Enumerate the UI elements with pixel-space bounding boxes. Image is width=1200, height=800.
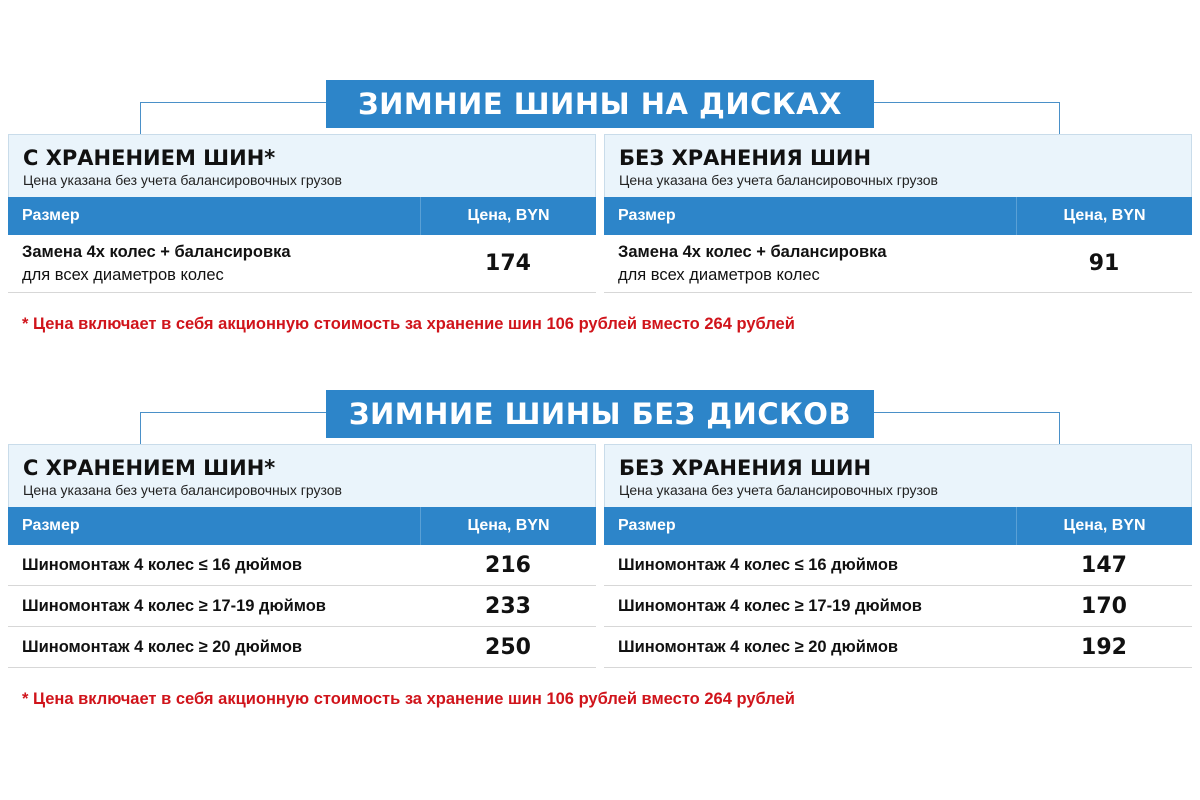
row-label: Шиномонтаж 4 колес ≥ 20 дюймов <box>22 637 303 656</box>
row-label: Шиномонтаж 4 колес ≥ 17-19 дюймов <box>22 596 326 615</box>
row-price: 192 <box>1081 634 1127 660</box>
bracket-right <box>874 412 1060 444</box>
column-header-size: Размер <box>22 207 80 224</box>
table-row <box>8 586 596 627</box>
row-label: Замена 4х колес + балансировка <box>22 242 291 261</box>
column-header-price: Цена, BYN <box>1016 507 1192 545</box>
panel-title: С ХРАНЕНИЕМ ШИН* <box>23 146 276 170</box>
table-row <box>604 627 1192 668</box>
column-header-size: Размер <box>618 207 676 224</box>
panel-header <box>604 444 1192 507</box>
panel-header <box>8 444 596 507</box>
table-row <box>8 627 596 668</box>
price-panel-without-storage <box>604 134 1192 293</box>
row-sublabel: для всех диаметров колес <box>618 265 820 284</box>
footnote: * Цена включает в себя акционную стоимость за хранение шин 106 рублей вместо 264 рублей <box>22 690 795 708</box>
panel-header <box>604 134 1192 197</box>
row-sublabel: для всех диаметров колес <box>22 265 224 284</box>
price-panel-without-storage <box>604 444 1192 668</box>
row-label: Замена 4х колес + балансировка <box>618 242 887 261</box>
table-header <box>8 197 596 235</box>
row-price: 174 <box>485 251 531 276</box>
row-description <box>604 241 1016 287</box>
row-price: 147 <box>1081 552 1127 578</box>
table-row <box>604 545 1192 586</box>
panel-title: БЕЗ ХРАНЕНИЯ ШИН <box>619 146 872 170</box>
table-header <box>604 197 1192 235</box>
table-row <box>604 586 1192 627</box>
row-label: Шиномонтаж 4 колес ≤ 16 дюймов <box>618 555 899 574</box>
column-header-price: Цена, BYN <box>420 507 596 545</box>
row-label: Шиномонтаж 4 колес ≤ 16 дюймов <box>22 555 303 574</box>
price-panel-with-storage <box>8 134 596 293</box>
row-label: Шиномонтаж 4 колес ≥ 17-19 дюймов <box>618 596 922 615</box>
section-banner: ЗИМНИЕ ШИНЫ НА ДИСКАХ <box>326 80 874 128</box>
panel-header <box>8 134 596 197</box>
column-header-price: Цена, BYN <box>420 197 596 235</box>
row-price: 170 <box>1081 593 1127 619</box>
bracket-left <box>140 412 326 444</box>
column-header-price: Цена, BYN <box>1016 197 1192 235</box>
table-row <box>604 235 1192 293</box>
panel-subtitle: Цена указана без учета балансировочных грузов <box>23 172 342 188</box>
table-header <box>604 507 1192 545</box>
section-banner: ЗИМНИЕ ШИНЫ БЕЗ ДИСКОВ <box>326 390 874 438</box>
column-header-size: Размер <box>618 517 676 534</box>
table-row <box>8 235 596 293</box>
row-price: 91 <box>1088 251 1120 276</box>
panel-subtitle: Цена указана без учета балансировочных грузов <box>23 482 342 498</box>
row-description <box>8 241 420 287</box>
panel-title: БЕЗ ХРАНЕНИЯ ШИН <box>619 456 872 480</box>
price-panel-with-storage <box>8 444 596 668</box>
panel-subtitle: Цена указана без учета балансировочных грузов <box>619 172 938 188</box>
row-price: 233 <box>485 593 531 619</box>
panel-subtitle: Цена указана без учета балансировочных грузов <box>619 482 938 498</box>
bracket-left <box>140 102 326 134</box>
panel-title: С ХРАНЕНИЕМ ШИН* <box>23 456 276 480</box>
row-price: 250 <box>485 634 531 660</box>
column-header-size: Размер <box>22 517 80 534</box>
footnote: * Цена включает в себя акционную стоимость за хранение шин 106 рублей вместо 264 рублей <box>22 315 795 333</box>
row-label: Шиномонтаж 4 колес ≥ 20 дюймов <box>618 637 899 656</box>
table-header <box>8 507 596 545</box>
table-row <box>8 545 596 586</box>
row-price: 216 <box>485 552 531 578</box>
bracket-right <box>874 102 1060 134</box>
